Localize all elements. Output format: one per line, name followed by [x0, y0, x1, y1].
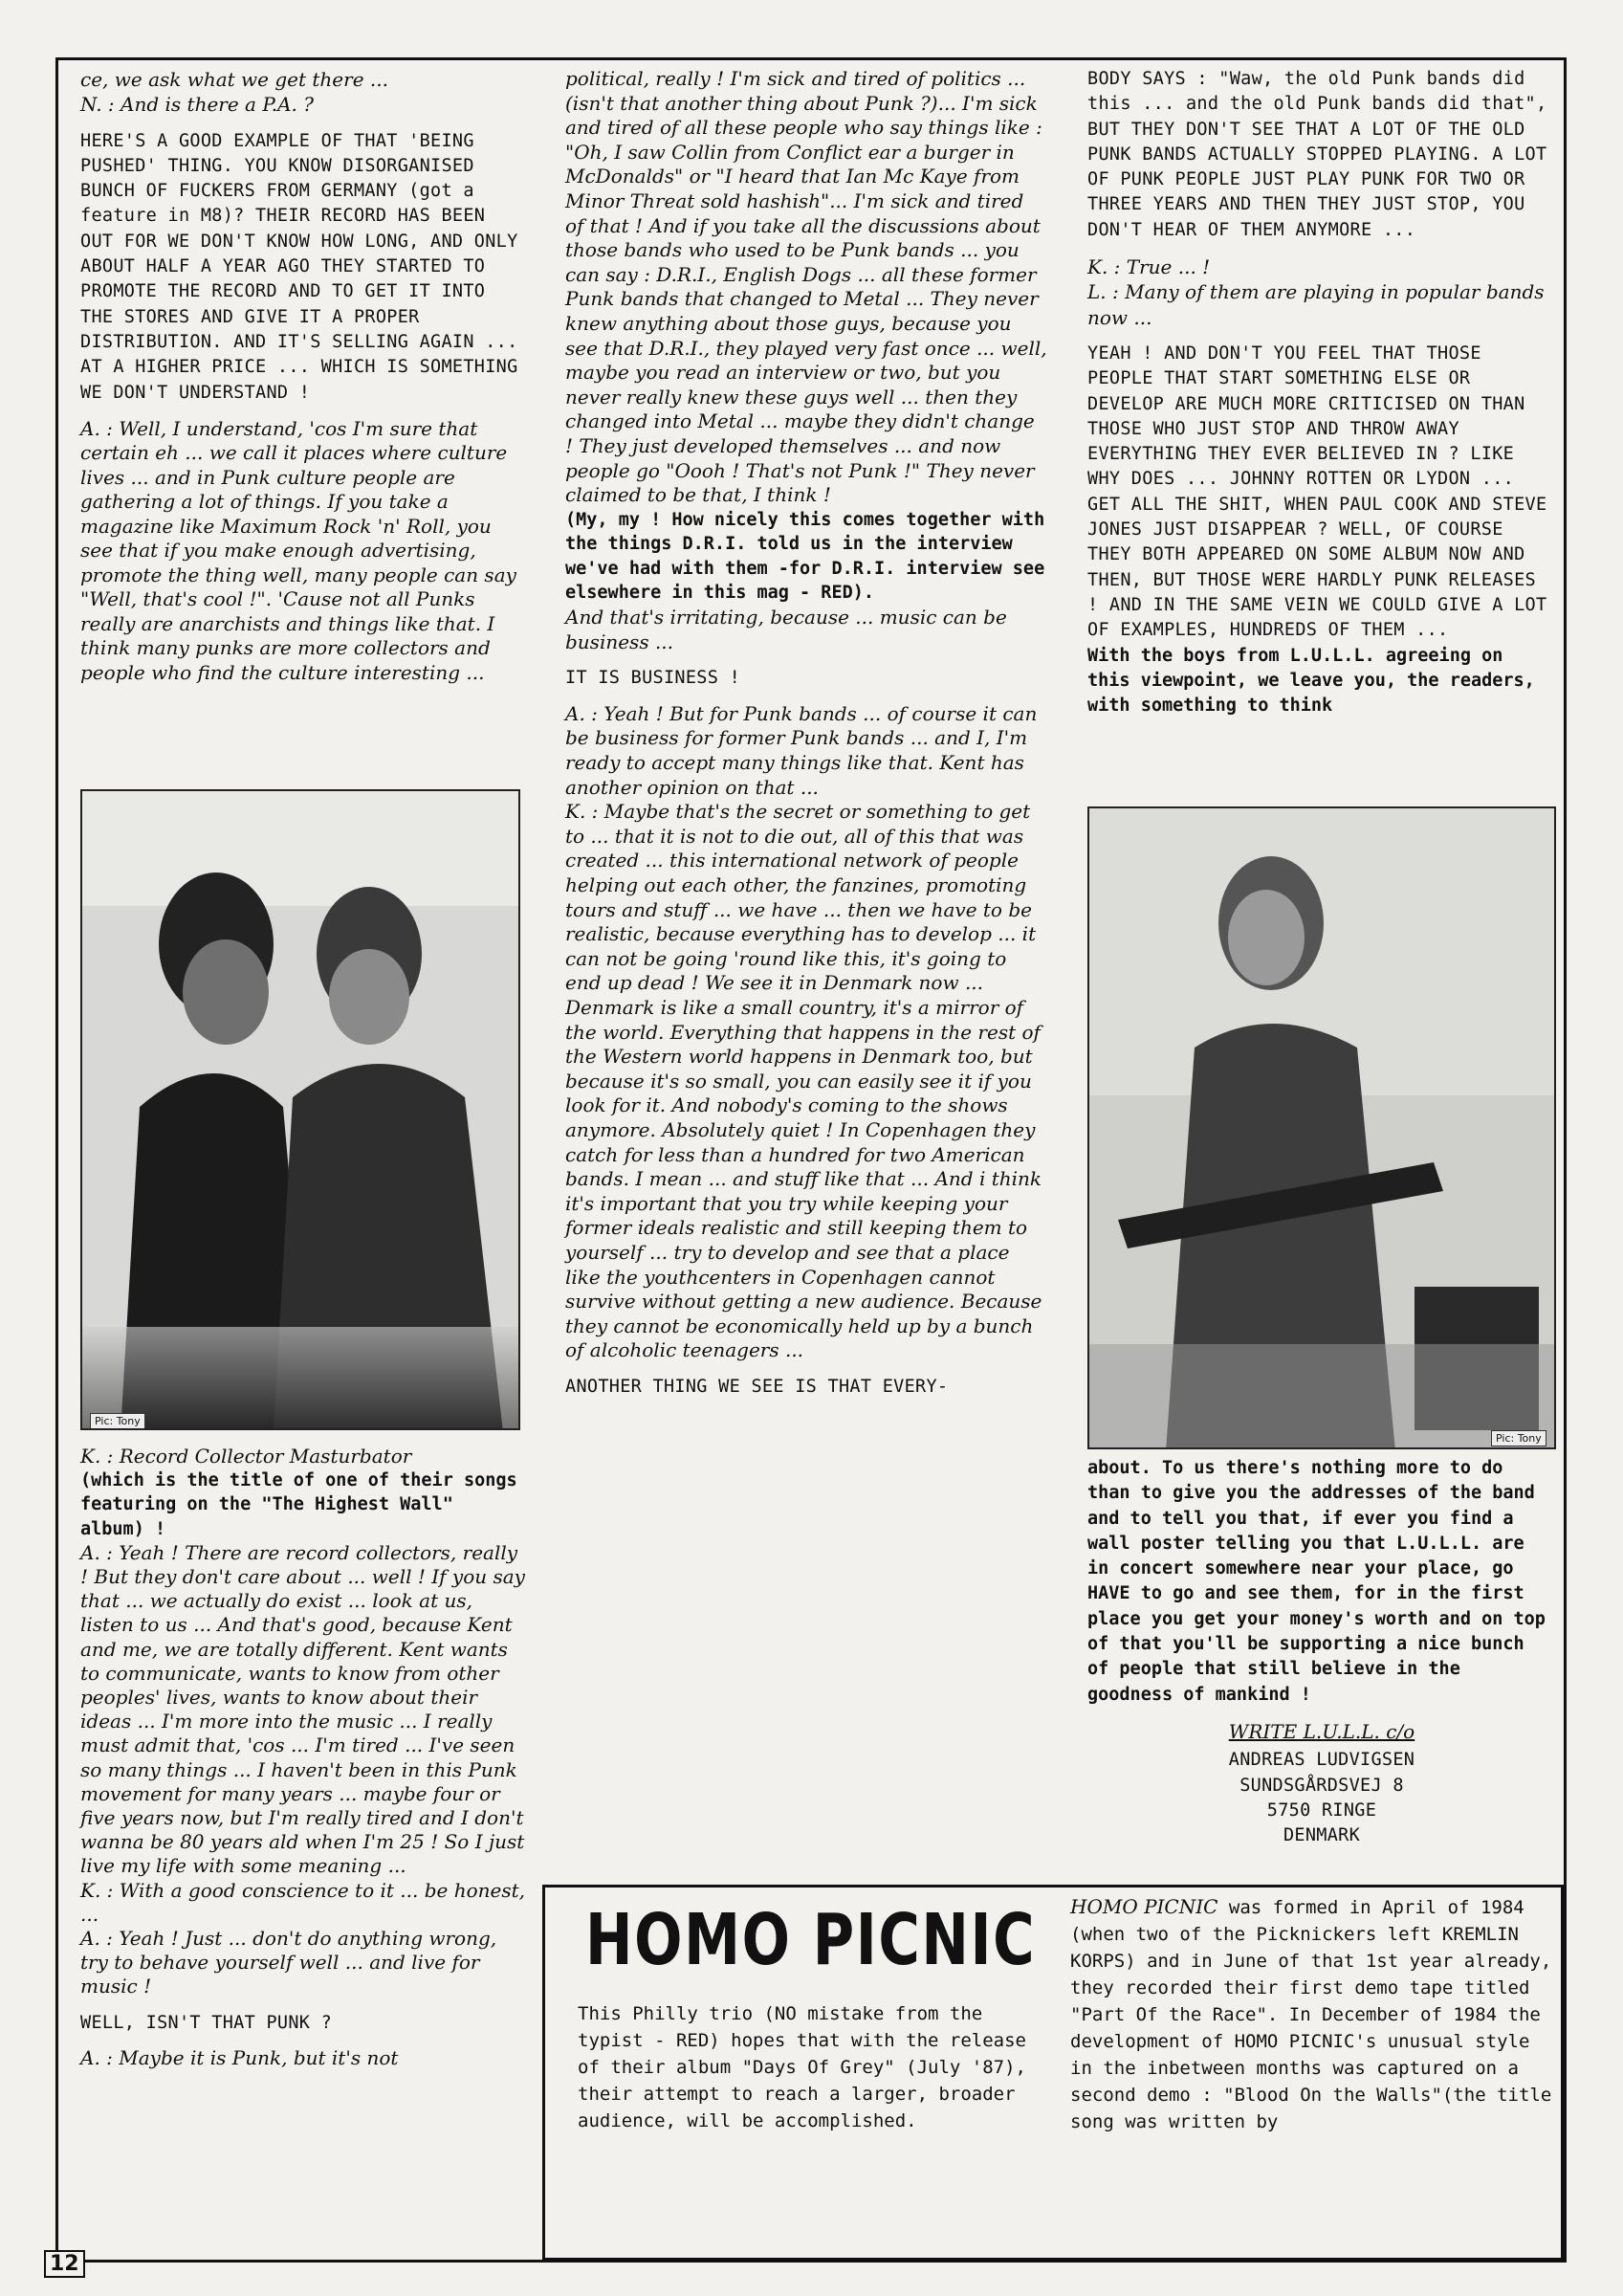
interview-line: L. : Many of them are playing in popular bands now ...: [1087, 280, 1545, 329]
interview-paragraph: And that's irritating, because ... music can be business ...: [565, 606, 1007, 653]
band-photo-right: [1087, 806, 1556, 1449]
editor-insert: (My, my ! How nicely this comes together with the things D.R.I. told us in the interview we've had with them -for D.R.I. interview see elsewhere in this mag - RED).: [565, 509, 1045, 604]
interview-paragraph: K. : With a good conscience to it ... be honest, ...: [80, 1878, 525, 1926]
caps-question: WELL, ISN'T THAT PUNK ?: [80, 2012, 333, 2033]
caps-paragraph: BODY SAYS : "Waw, the old Punk bands did this ... and the old Punk bands did that", BUT THEY DON'T SEE THAT A LOT OF THE OLD PUNK BANDS ACTUALLY STOPPED PLAYING. A LOT OF PUNK PEOPLE JUST PLAY PUNK FOR TWO OR THREE YEARS AND THEN THEY JUST STOP, YOU DON'T HEAR OF THEM ANYMORE ...: [1087, 69, 1547, 240]
interview-line: K. : True ... !: [1087, 255, 1211, 279]
homo-picnic-body: was formed in April of 1984 (when two of the Picknickers left KREMLIN KORPS) and in June of that 1st year already, they recorded their first demo tape titled "Part Of the Race". In December of 1984 the development of HOMO PICNIC's unusual style in the inbetween months was captured on a second demo : "Blood On the Walls"(the title song was written by: [1070, 1897, 1552, 2132]
photo-credit: Pic: Tony: [90, 1413, 145, 1429]
interview-paragraph: A. : Yeah ! There are record collectors, really ! But they don't care about ... well ! If you say that ... we actually do exist ... look at us, listen to us ... And that's good, because Kent and me, we are totally different. Kent wants to communicate, wants to know from other peoples' lives, wants to know about their ideas ... I'm more into the music ... I really must admit that, 'cos ... I'm tired ... I've seen so many things ... I haven't been in this Punk movement for many years ... maybe four or five years now, but I'm really tired and I don't wanna be 80 years ald when I'm 25 ! So I just live my life with some meaning ...: [80, 1540, 525, 1878]
closing-paragraph: about. To us there's nothing more to do than to give you the addresses of the band and to tell you that, if ever you find a wall poster telling you that L.U.L.L. are in concert somewhere near your place, go HAVE to go and see them, for in the first place you get your money's worth and on top of that you'll be supporting a nice bunch of people that still believe in the goodness of mankind !: [1087, 1458, 1546, 1705]
text-line: ce, we ask what we get there ...: [80, 68, 388, 91]
interview-line: K. : Record Collector Masturbator: [80, 1445, 412, 1468]
homo-picnic-title: HOMO PICNIC: [585, 1899, 1037, 1981]
address-line: DENMARK: [1283, 1825, 1361, 1846]
address-line: ANDREAS LUDVIGSEN: [1228, 1750, 1415, 1771]
column-2: [565, 67, 1048, 1410]
homo-picnic-article: [1070, 1893, 1553, 2135]
interview-paragraph: A. : Yeah ! But for Punk bands ... of course it can be business for former Punk bands ... and I, I'm ready to accept many things like that. Kent has another opinion on that ...: [565, 701, 1038, 799]
interview-paragraph: A. : Well, I understand, 'cos I'm sure that certain eh ... we call it places where culture lives ... and in Punk culture people are gathering a lot of things. If you take a magazine like Maximum Rock 'n' Roll, you see that if you make enough advertising, promote the thing well, many people can say "Well, that's cool !". 'Cause not all Punks really are anarchists and things like that. I think many punks are more collectors and people who find the culture interesting ...: [80, 416, 516, 684]
photo-image: [1089, 808, 1556, 1449]
song-note: (which is the title of one of their songs featuring on the "The Highest Wall" album) !: [80, 1470, 517, 1539]
column-1-lower: [80, 1445, 526, 2082]
homo-picnic-lead: HOMO PICNIC: [1070, 1895, 1218, 1918]
address-line: SUNDSGÅRDSVEJ 8: [1239, 1775, 1404, 1796]
address-block: [1087, 1748, 1556, 1848]
page-number: 12: [44, 2250, 85, 2278]
homo-picnic-intro: This Philly trio (NO mistake from the typist - RED) hopes that with the release of their album "Days Of Grey" (July '87), their attempt to reach a larger, broader audience, will be accomplished.: [578, 2003, 1026, 2131]
homo-picnic-box: [542, 1885, 1564, 2261]
interview-paragraph: A. : Yeah ! Just ... don't do anything wrong, try to behave yourself well ... and live for music !: [80, 1927, 497, 1998]
closing-paragraph: With the boys from L.U.L.L. agreeing on this viewpoint, we leave you, the readers, with something to think: [1087, 645, 1535, 717]
photo-credit: Pic: Tony: [1491, 1430, 1546, 1446]
caps-statement: ANOTHER THING WE SEE IS THAT EVERY-: [565, 1376, 949, 1397]
band-photo-left: [80, 789, 520, 1430]
write-label: WRITE L.U.L.L. c/o: [1228, 1719, 1415, 1743]
interview-line: A. : Maybe it is Punk, but it's not: [80, 2045, 399, 2069]
address-line: 5750 RINGE: [1266, 1799, 1377, 1821]
photo-image: [82, 791, 520, 1430]
column-1-upper: [80, 67, 526, 696]
caps-paragraph: HERE'S A GOOD EXAMPLE OF THAT 'BEING PUSHED' THING. YOU KNOW DISORGANISED BUNCH OF FUCKERS FROM GERMANY (got a feature in M8)? THEIR RECORD HAS BEEN OUT FOR WE DON'T KNOW HOW LONG, AND ONLY ABOUT HALF A YEAR AGO THEY STARTED TO PROMOTE THE RECORD AND TO GET IT INTO THE STORES AND GIVE IT A PROPER DISTRIBUTION. AND IT'S SELLING AGAIN ... AT A HIGHER PRICE ... WHICH IS SOMETHING WE DON'T UNDERSTAND !: [80, 130, 518, 403]
caps-statement: IT IS BUSINESS !: [565, 668, 741, 689]
text-line: N. : And is there a P.A. ?: [80, 93, 314, 117]
column-3-upper: [1087, 67, 1556, 718]
interview-paragraph: political, really ! I'm sick and tired of politics ...(isn't that another thing about Punk ?)... I'm sick and tired of all these people who say things like : "Oh, I saw Collin from Conflict ear a burger in McDonalds" or "I heard that Ian Mc Kaye from Minor Threat sold hashish"... I'm sick and tired of that ! And if you take all the discussions about those bands who used to be Punk bands ... you can say : D.R.I., English Dogs ... all these former Punk bands that changed to Metal ... They never knew anything about those guys, because you see that D.R.I., they played very fast once ... well, maybe you read an interview or two, but you never really knew these guys well ... then they changed into Metal ... maybe they didn't change ! They just developed themselves ... and now people go "Oooh ! That's not Punk !" They never claimed to be that, I think !: [565, 67, 1047, 507]
interview-paragraph: K. : Maybe that's the secret or something to get to ... that it is not to die out, all of this that was created ... this international network of people helping out each other, the fanzines, promoting tours and stuff ... we have ... then we have to be realistic, because everything has to develop ... it can not be going 'round like this, it's going to end up dead ! We see it in Denmark now ... Denmark is like a small country, it's a mirror of the world. Everything that happens in the rest of the Western world happens in Denmark too, but because it's so small, you can easily see it if you look for it. And nobody's coming to the shows anymore. Absolutely quiet ! In Copenhagen they catch for less than a hundred for two American bands. I mean ... and stuff like that ... And i think it's important that you try while keeping your former ideals realistic and still keeping them to yourself ... try to develop and see that a place like the youthcenters in Copenhagen cannot survive without getting a new audience. Because they cannot be economically held up by a bunch of alcoholic teenagers ...: [565, 800, 1042, 1362]
column-3-lower: [1087, 1456, 1556, 1848]
caps-paragraph: YEAH ! AND DON'T YOU FEEL THAT THOSE PEOPLE THAT START SOMETHING ELSE OR DEVELOP ARE MUCH MORE CRITICISED ON THAN THOSE WHO JUST STOP AND THROW AWAY EVERYTHING THEY EVER BELIEVED IN ? LIKE WHY DOES ... JOHNNY ROTTEN OR LYDON ... GET ALL THE SHIT, WHEN PAUL COOK AND STEVE JONES JUST DISAPPEAR ? WELL, OF COURSE THEY BOTH APPEARED ON SOME ALBUM NOW AND THEN, BUT THOSE WERE HARDLY PUNK RELEASES ! AND IN THE SAME VEIN WE COULD GIVE A LOT OF EXAMPLES, HUNDREDS OF THEM ...: [1087, 342, 1547, 641]
